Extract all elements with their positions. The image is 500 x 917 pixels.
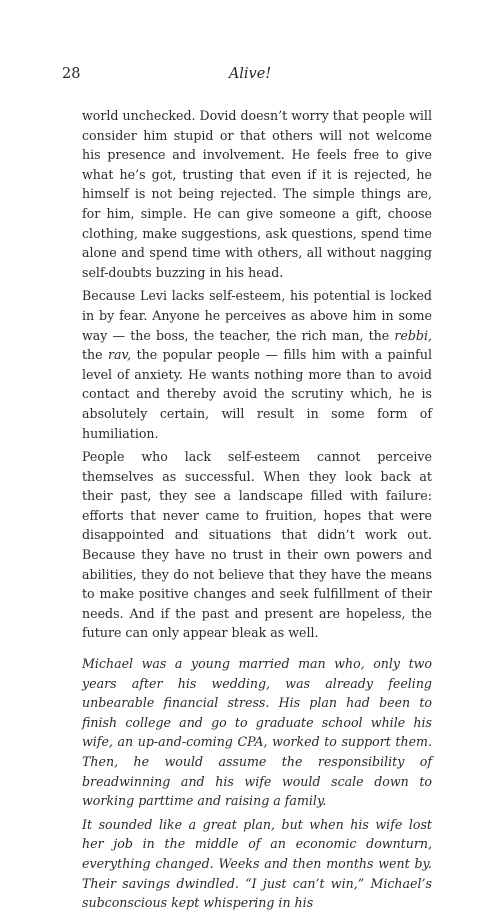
rav-term: rav,: [108, 347, 132, 363]
page-number: 28: [62, 66, 81, 82]
rebbi-term: rebbi,: [394, 327, 432, 343]
paragraph-3: People who lack self-esteem cannot perceive themselves as successful. When they look back at their past, they see a landscape filled with failure: efforts that never came to fruition, hopes that were disappointed and situations that didn’t work out. Because they have no trust in their own powers and abilities, they do not believe that they have the means to make positive changes and seek fulfillment of their needs. And if the past and present are hopeless, the future can only appear bleak as well.: [82, 449, 432, 641]
running-title: Alive!: [228, 66, 272, 82]
paragraph-1: world unchecked. Dovid doesn’t worry that people will consider him stupid or that others will not welcome his presence and involvement. He feels free to give what he’s got, trusting that even if it is rejected, he himself is not being rejected. The simple things are, for him, simple. He can give someone a gift, choose clothing, make suggestions, ask questions, spend time alone and spend time with others, all without nagging self-doubts buzzing in his head.: [82, 108, 432, 280]
paragraph-2: [82, 286, 432, 443]
paragraph-4-story: Michael was a young married man who, only two years after his wedding, was already feeling unbearable financial stress. His plan had been to finish college and go to graduate school while his wife, an up-and-coming CPA, worked to support them. Then, he would assume the responsibility of breadwinning and his wife would scale down to working parttime and raising a family.: [82, 656, 432, 809]
body-text: [82, 106, 432, 917]
paragraph-5-story: It sounded like a great plan, but when his wife lost her job in the middle of an economic downturn, everything changed. Weeks and then months went by. Their savings dwindled. “I just can’t win,” Michael’s subconscious kept whispering in his: [82, 816, 432, 911]
paragraph-2-part-5: the popular people — fills him with a painful level of anxiety. He wants nothing more than to avoid contact and thereby avoid the scrutiny which, he is absolutely certain, will result in some form of humiliation.: [82, 347, 432, 441]
paragraph-2-part-1: Because Levi lacks self-esteem, his potential is locked in by fear. Anyone he perceives as above him in some way — the boss, the teacher, the rich man, the: [82, 288, 432, 343]
page-header: [62, 66, 438, 90]
paragraph-2-part-3: the: [82, 347, 109, 363]
